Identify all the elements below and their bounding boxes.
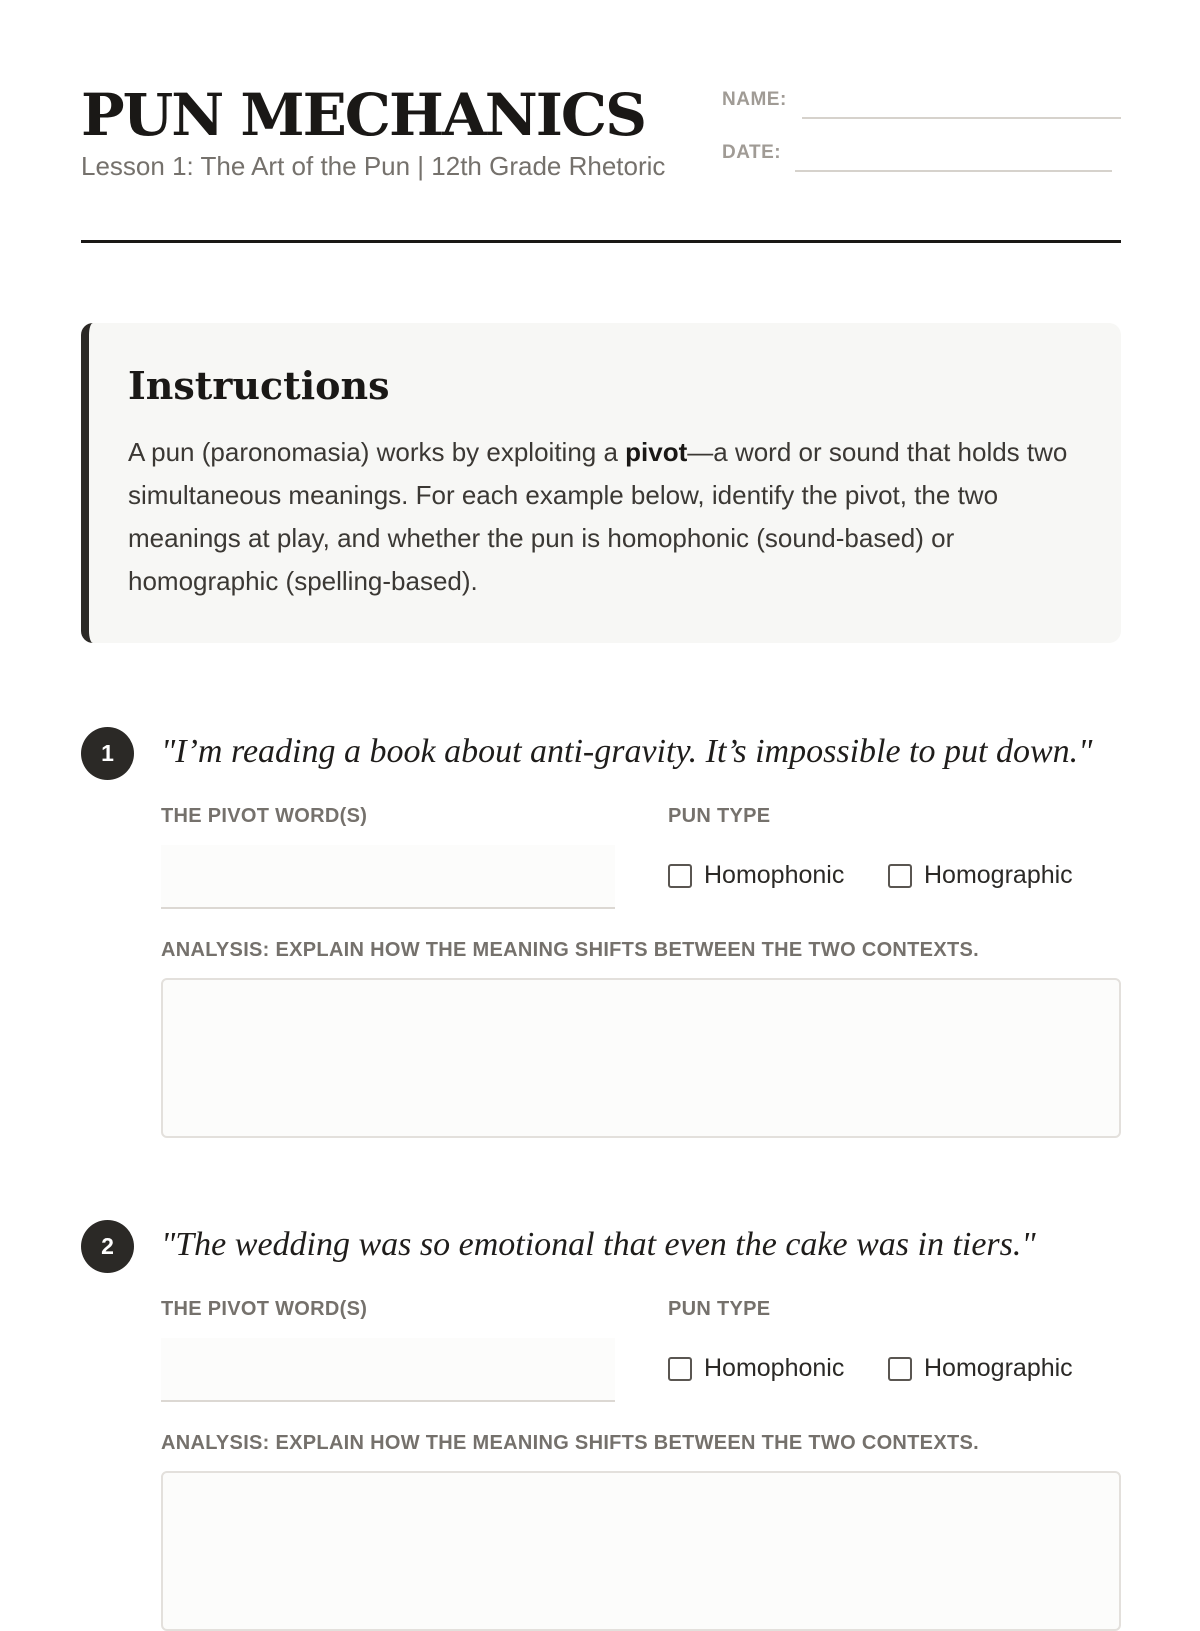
checkbox-icon[interactable] bbox=[668, 1357, 692, 1381]
analysis-label: ANALYSIS: EXPLAIN HOW THE MEANING SHIFTS BETWEEN THE TWO CONTEXTS. bbox=[161, 1432, 979, 1454]
instructions-box bbox=[81, 323, 1121, 643]
question-number-badge: 2 bbox=[81, 1220, 134, 1273]
analysis-input[interactable] bbox=[161, 978, 1121, 1138]
date-field[interactable] bbox=[795, 170, 1112, 172]
header-divider bbox=[81, 240, 1121, 243]
page-title: PUN MECHANICS bbox=[81, 81, 645, 149]
homographic-checkbox[interactable] bbox=[888, 1354, 1073, 1383]
checkbox-icon[interactable] bbox=[668, 864, 692, 888]
question-number-badge: 1 bbox=[81, 727, 134, 780]
instructions-text-start: A pun (paronomasia) works by exploiting a bbox=[128, 437, 626, 467]
pun-type-label: PUN TYPE bbox=[668, 1298, 771, 1320]
analysis-input[interactable] bbox=[161, 1471, 1121, 1631]
homographic-label: Homographic bbox=[924, 861, 1073, 889]
pivot-input[interactable] bbox=[161, 1338, 615, 1402]
question-text: "I’m reading a book about anti-gravity. It’s impossible to put down." bbox=[161, 733, 1093, 770]
checkbox-icon[interactable] bbox=[888, 1357, 912, 1381]
checkbox-icon[interactable] bbox=[888, 864, 912, 888]
pivot-input[interactable] bbox=[161, 845, 615, 909]
homophonic-checkbox[interactable] bbox=[668, 1354, 844, 1383]
name-label: NAME: bbox=[722, 89, 787, 110]
pun-type-label: PUN TYPE bbox=[668, 805, 771, 827]
instructions-text bbox=[128, 431, 1078, 603]
pivot-label: THE PIVOT WORD(S) bbox=[161, 1298, 368, 1320]
pivot-term: pivot bbox=[625, 437, 688, 467]
instructions-heading: Instructions bbox=[128, 363, 390, 408]
lesson-subtitle: Lesson 1: The Art of the Pun | 12th Grade Rhetoric bbox=[81, 151, 666, 181]
homophonic-label: Homophonic bbox=[704, 861, 845, 889]
analysis-label: ANALYSIS: EXPLAIN HOW THE MEANING SHIFTS BETWEEN THE TWO CONTEXTS. bbox=[161, 939, 979, 961]
instructions-text-end: —a word or sound that holds two simultaneous meanings. For each example below, identify the pivot, the two meanings at play, and whether the pun is homophonic (sound-based) or homographic (spelling-based). bbox=[128, 437, 1068, 596]
homophonic-label: Homophonic bbox=[704, 1354, 845, 1382]
pivot-label: THE PIVOT WORD(S) bbox=[161, 805, 368, 827]
worksheet-page bbox=[81, 0, 1121, 1600]
homographic-checkbox[interactable] bbox=[888, 861, 1073, 890]
homographic-label: Homographic bbox=[924, 1354, 1073, 1382]
question-text: "The wedding was so emotional that even the cake was in tiers." bbox=[161, 1226, 1036, 1263]
name-field[interactable] bbox=[802, 117, 1121, 119]
homophonic-checkbox[interactable] bbox=[668, 861, 844, 890]
date-label: DATE: bbox=[722, 142, 782, 163]
